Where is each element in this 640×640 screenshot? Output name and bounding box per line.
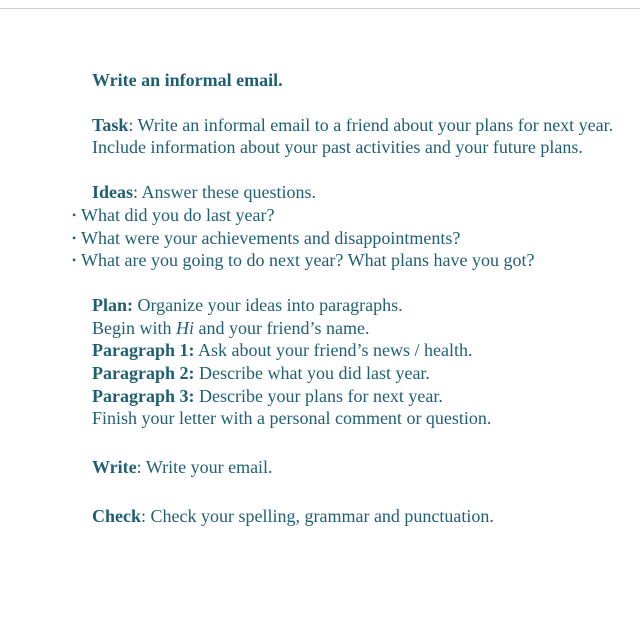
begin-prefix: Begin with xyxy=(92,317,176,338)
check-section xyxy=(92,505,622,528)
instructions-content xyxy=(72,69,622,528)
plan-section xyxy=(92,294,622,430)
ideas-text: : Answer these questions. xyxy=(133,182,316,203)
write-text: : Write your email. xyxy=(136,457,273,478)
bullet-icon: • xyxy=(72,207,77,222)
bullet-icon: • xyxy=(72,230,77,245)
list-item xyxy=(72,249,602,272)
plan-finish-line: Finish your letter with a personal comment or question. xyxy=(92,408,492,429)
task-label: Task xyxy=(92,114,129,135)
plan-intro xyxy=(92,294,622,317)
paragraph-3-label: Paragraph 3: xyxy=(92,385,195,406)
paragraph-2-text: Describe what you did last year. xyxy=(194,363,430,384)
ideas-label: Ideas xyxy=(92,182,134,203)
list-item-text: What were your achievements and disappointments? xyxy=(81,227,461,248)
paragraph-2-line xyxy=(92,362,622,385)
begin-greeting: Hi xyxy=(176,317,194,338)
list-item xyxy=(72,204,602,227)
paragraph-3-text: Describe your plans for next year. xyxy=(194,385,443,406)
paragraph-3-line xyxy=(92,385,622,408)
list-item xyxy=(72,227,602,250)
list-item-text: What did you do last year? xyxy=(81,204,275,225)
task-section xyxy=(92,114,622,159)
write-section xyxy=(92,456,622,479)
paragraph-1-line xyxy=(92,339,622,362)
paragraph-2-label: Paragraph 2: xyxy=(92,363,195,384)
plan-text: Organize your ideas into paragraphs. xyxy=(133,294,403,315)
write-label: Write xyxy=(92,457,137,478)
list-item-text: What are you going to do next year? What plans have you got? xyxy=(81,250,535,271)
ideas-section xyxy=(92,181,622,204)
paragraph-1-text: Ask about your friend’s news / health. xyxy=(194,340,473,361)
ideas-questions-list xyxy=(72,204,602,272)
plan-label: Plan: xyxy=(92,294,134,315)
check-label: Check xyxy=(92,505,141,526)
paragraph-1-label: Paragraph 1: xyxy=(92,340,195,361)
top-divider xyxy=(0,8,640,9)
page-title: Write an informal email. xyxy=(92,70,283,90)
task-text: : Write an informal email to a friend about your plans for next year. Include information about your past activities and your future plans. xyxy=(92,114,614,158)
bullet-icon: • xyxy=(72,253,77,268)
plan-begin-line xyxy=(92,317,622,340)
begin-suffix: and your friend’s name. xyxy=(194,317,370,338)
check-text: : Check your spelling, grammar and punctuation. xyxy=(141,505,494,526)
